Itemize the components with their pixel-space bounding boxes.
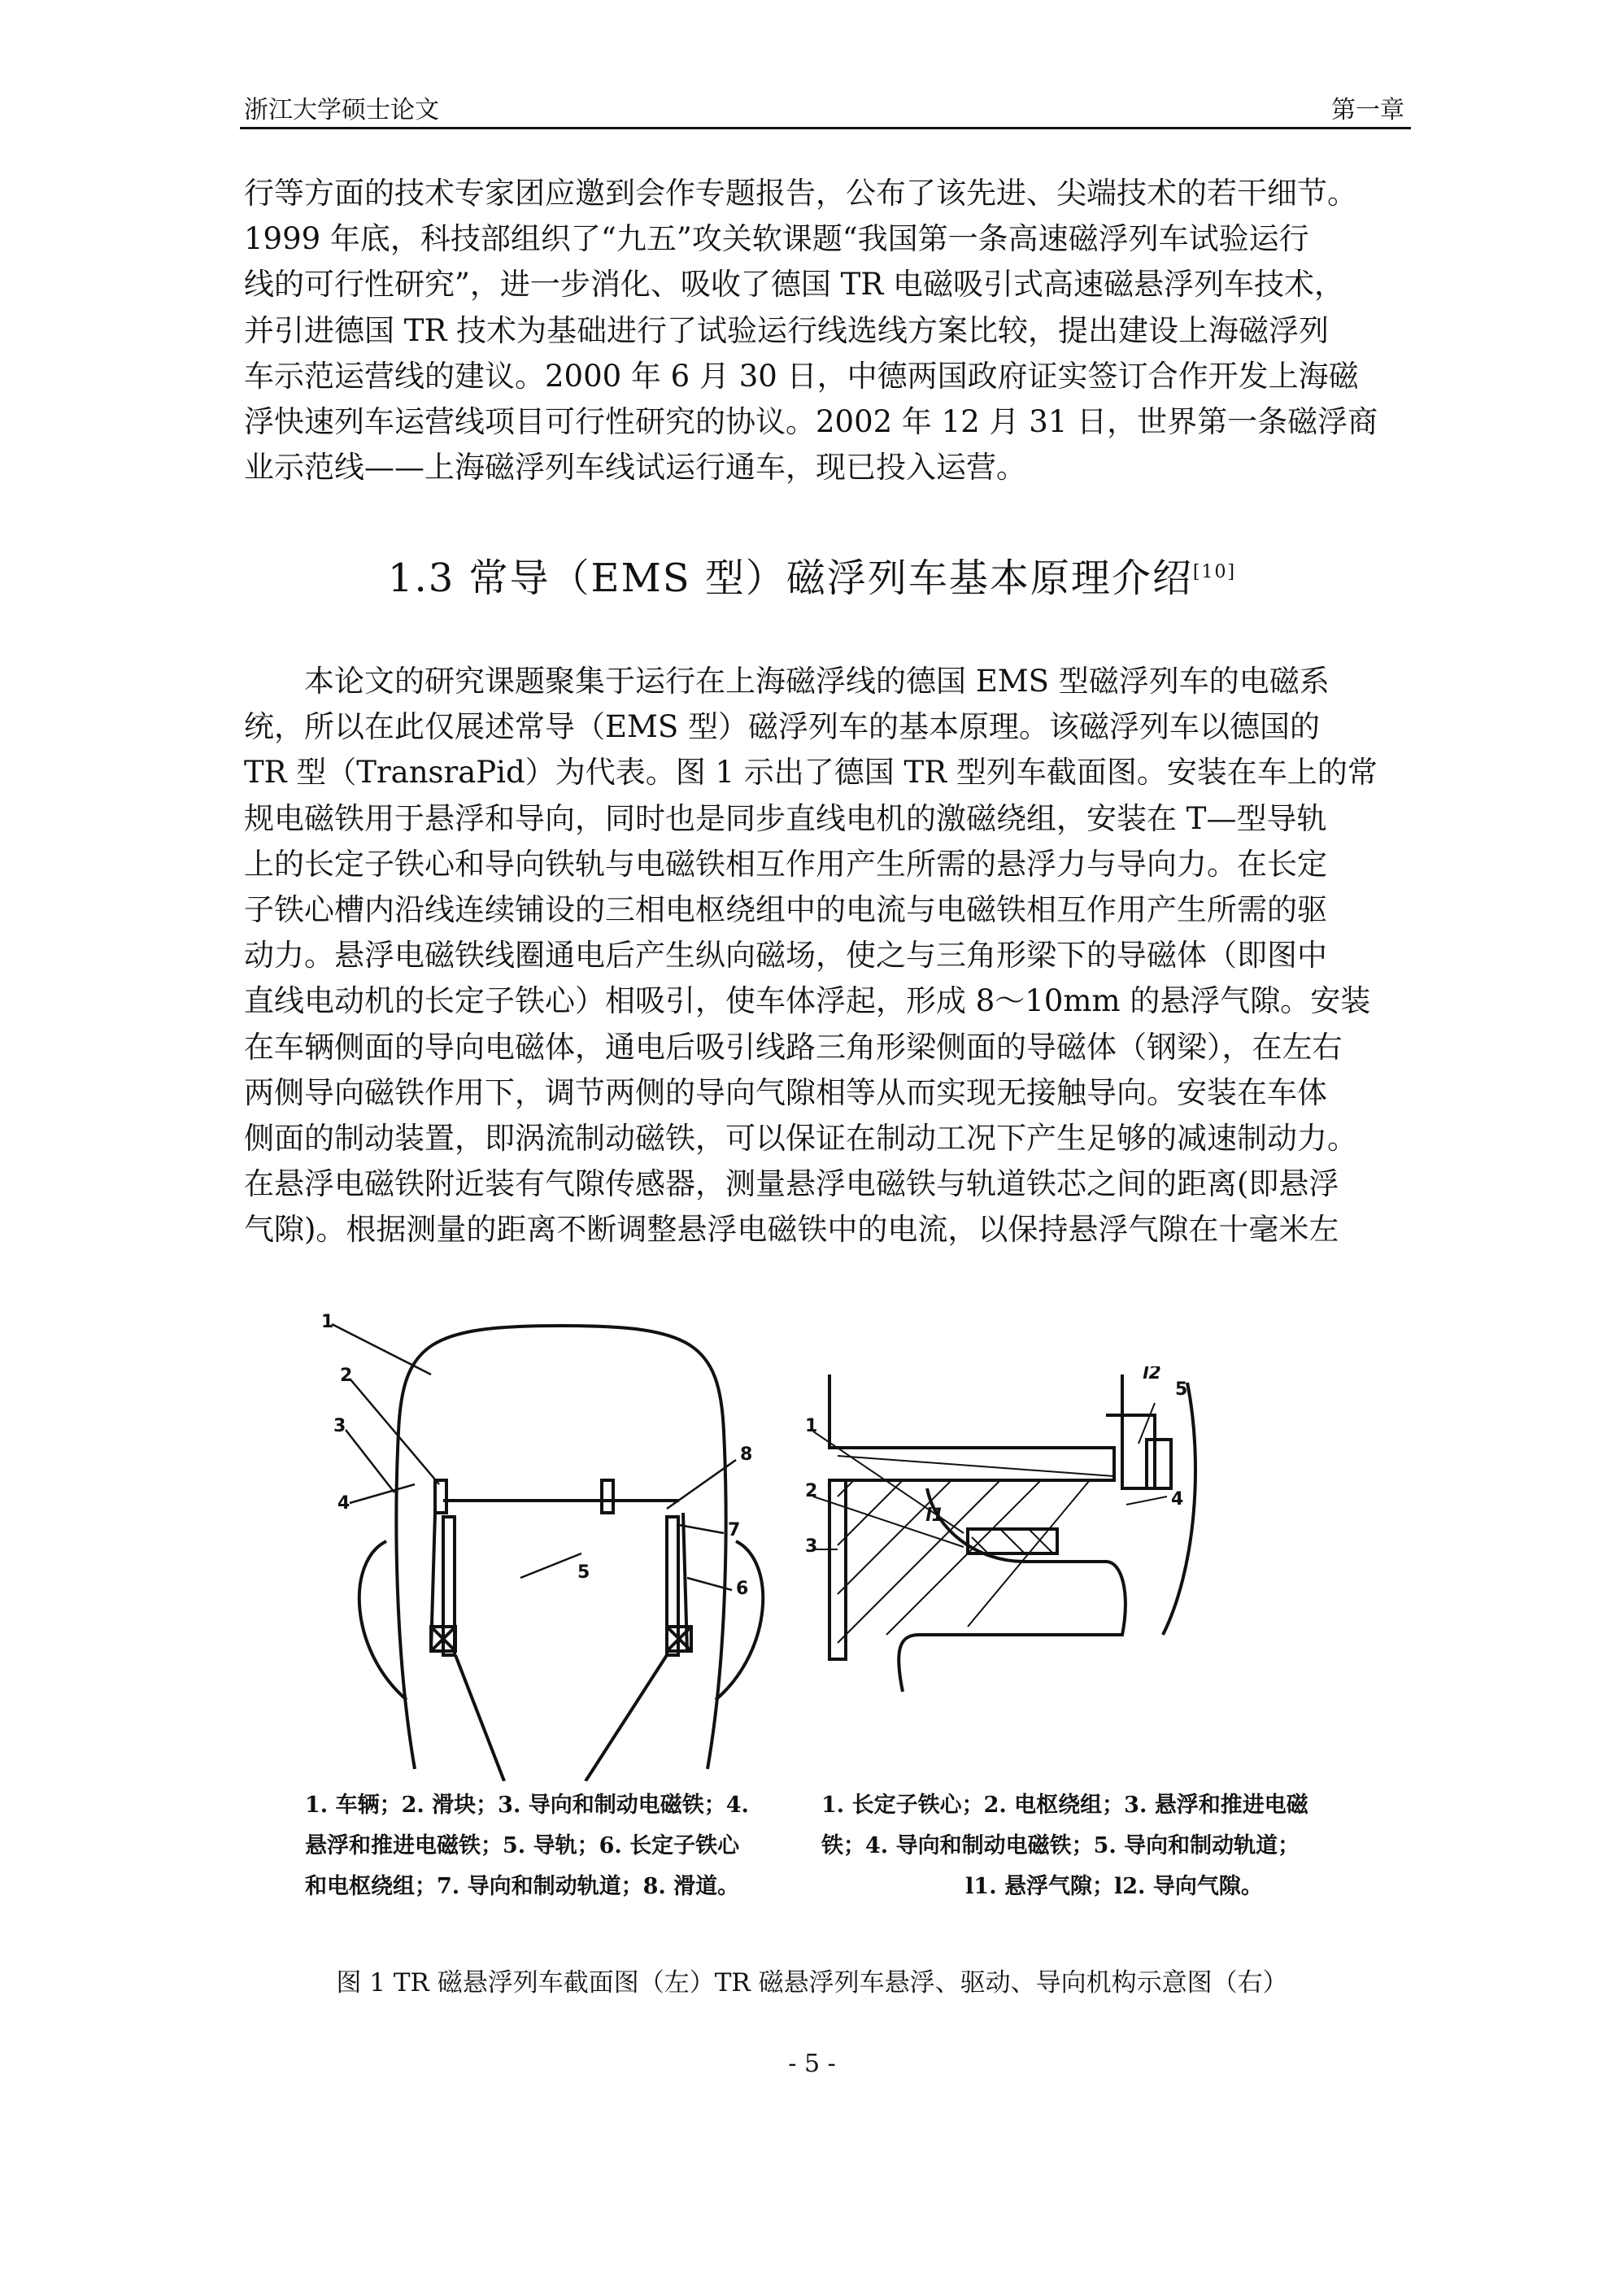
header-rule bbox=[240, 127, 1411, 129]
figure-right-mechanism bbox=[805, 1366, 1277, 1773]
text-line: 气隙)。根据测量的距离不断调整悬浮电磁铁中的电流，以保持悬浮气隙在十毫米左 bbox=[244, 1212, 1339, 1248]
figure-left-legend bbox=[305, 1785, 793, 1907]
text-line: 两侧导向磁铁作用下，调节两侧的导向气隙相等从而实现无接触导向。安装在车体 bbox=[244, 1074, 1327, 1110]
label: 7 bbox=[728, 1520, 741, 1540]
text-line: 行等方面的技术专家团应邀到会作专题报告，公布了该先进、尖端技术的若干细节。 bbox=[244, 176, 1357, 211]
text-line: 并引进德国 TR 技术为基础进行了试验运行线选线方案比较，提出建设上海磁浮列 bbox=[244, 312, 1330, 348]
label: 5 bbox=[577, 1562, 590, 1583]
text-line: 规电磁铁用于悬浮和导向，同时也是同步直线电机的激磁绕组，安装在 T—型导轨 bbox=[244, 800, 1327, 836]
text-line: 浮快速列车运营线项目可行性研究的协议。2002 年 12 月 31 日，世界第一条磁浮商 bbox=[244, 404, 1378, 440]
header-left: 浙江大学硕士论文 bbox=[244, 96, 439, 124]
label: 1 bbox=[805, 1416, 818, 1436]
legend-line: 铁；4. 导向和制动电磁铁；5. 导向和制动轨道； bbox=[821, 1833, 1300, 1858]
text-line: 本论文的研究课题聚集于运行在上海磁浮线的德国 EMS 型磁浮列车的电磁系 bbox=[304, 664, 1330, 699]
text-line: 子铁心槽内沿线连续铺设的三相电枢绕组中的电流与电磁铁相互作用产生所需的驱 bbox=[244, 892, 1327, 928]
paragraph-1 bbox=[244, 171, 1407, 490]
label: 2 bbox=[805, 1481, 818, 1501]
label: 5 bbox=[1175, 1379, 1188, 1400]
label: 4 bbox=[337, 1493, 350, 1514]
text-line: TR 型（TransraPid）为代表。图 1 示出了德国 TR 型列车截面图。安装在车上的常 bbox=[244, 755, 1378, 791]
text-line: 上的长定子铁心和导向铁轨与电磁铁相互作用产生所需的悬浮力与导向力。在长定 bbox=[244, 846, 1327, 882]
legend-line: 悬浮和推进电磁铁；5. 导轨；6. 长定子铁心 bbox=[305, 1833, 740, 1858]
header-right: 第一章 bbox=[1331, 96, 1404, 124]
text-line: 车示范运营线的建议。2000 年 6 月 30 日，中德两国政府证实签订合作开发上海磁 bbox=[244, 358, 1359, 394]
legend-line: 1. 车辆；2. 滑块；3. 导向和制动电磁铁；4. bbox=[305, 1793, 749, 1818]
text-line: 在车辆侧面的导向电磁体，通电后吸引线路三角形梁侧面的导磁体（钢梁），在左右 bbox=[244, 1029, 1343, 1065]
text-line: 线的可行性研究”，进一步消化、吸收了德国 TR 电磁吸引式高速磁悬浮列车技术， bbox=[244, 267, 1344, 303]
label: l2 bbox=[1143, 1366, 1161, 1383]
text-line: 直线电动机的长定子铁心）相吸引，使车体浮起，形成 8～10mm 的悬浮气隙。安装 bbox=[244, 983, 1371, 1019]
label: 4 bbox=[1171, 1489, 1184, 1510]
figure-caption: 图 1 TR 磁悬浮列车截面图（左）TR 磁悬浮列车悬浮、驱动、导向机构示意图（右） bbox=[336, 1968, 1288, 1998]
text-line: 1999 年底，科技部组织了“九五”攻关软课题“我国第一条高速磁浮列车试验运行 bbox=[244, 221, 1309, 257]
label: 3 bbox=[805, 1536, 818, 1557]
page-number: - 5 - bbox=[788, 2050, 836, 2078]
text-line: 在悬浮电磁铁附近装有气隙传感器，测量悬浮电磁铁与轨道铁芯之间的距离(即悬浮 bbox=[244, 1166, 1339, 1202]
paragraph-2 bbox=[244, 659, 1407, 1253]
legend-line: l1. 悬浮气隙；l2. 导向气隙。 bbox=[965, 1874, 1263, 1899]
text-line: 动力。悬浮电磁铁线圈通电后产生纵向磁场，使之与三角形梁下的导磁体（即图中 bbox=[244, 938, 1327, 974]
label: 2 bbox=[340, 1366, 353, 1386]
section-title: 1.3 常导（EMS 型）磁浮列车基本原理介绍 bbox=[387, 556, 1193, 601]
label: 6 bbox=[736, 1579, 749, 1599]
figure-right-legend bbox=[821, 1785, 1407, 1907]
label: 1 bbox=[321, 1312, 334, 1332]
section-ref: [10] bbox=[1192, 562, 1237, 582]
figure-left-train-cross-section bbox=[317, 1309, 805, 1781]
label: 3 bbox=[333, 1416, 346, 1436]
text-line: 侧面的制动装置，即涡流制动磁铁，可以保证在制动工况下产生足够的减速制动力。 bbox=[244, 1121, 1357, 1157]
text-line: 业示范线——上海磁浮列车线试运行通车，现已投入运营。 bbox=[244, 450, 1026, 486]
section-heading bbox=[0, 547, 1624, 603]
legend-line: 和电枢绕组；7. 导向和制动轨道；8. 滑道。 bbox=[305, 1874, 740, 1899]
legend-line: 1. 长定子铁心；2. 电枢绕组；3. 悬浮和推进电磁 bbox=[821, 1793, 1308, 1818]
label: 8 bbox=[740, 1444, 753, 1465]
label: l1 bbox=[925, 1505, 944, 1526]
text-line: 统，所以在此仅展述常导（EMS 型）磁浮列车的基本原理。该磁浮列车以德国的 bbox=[244, 709, 1321, 745]
